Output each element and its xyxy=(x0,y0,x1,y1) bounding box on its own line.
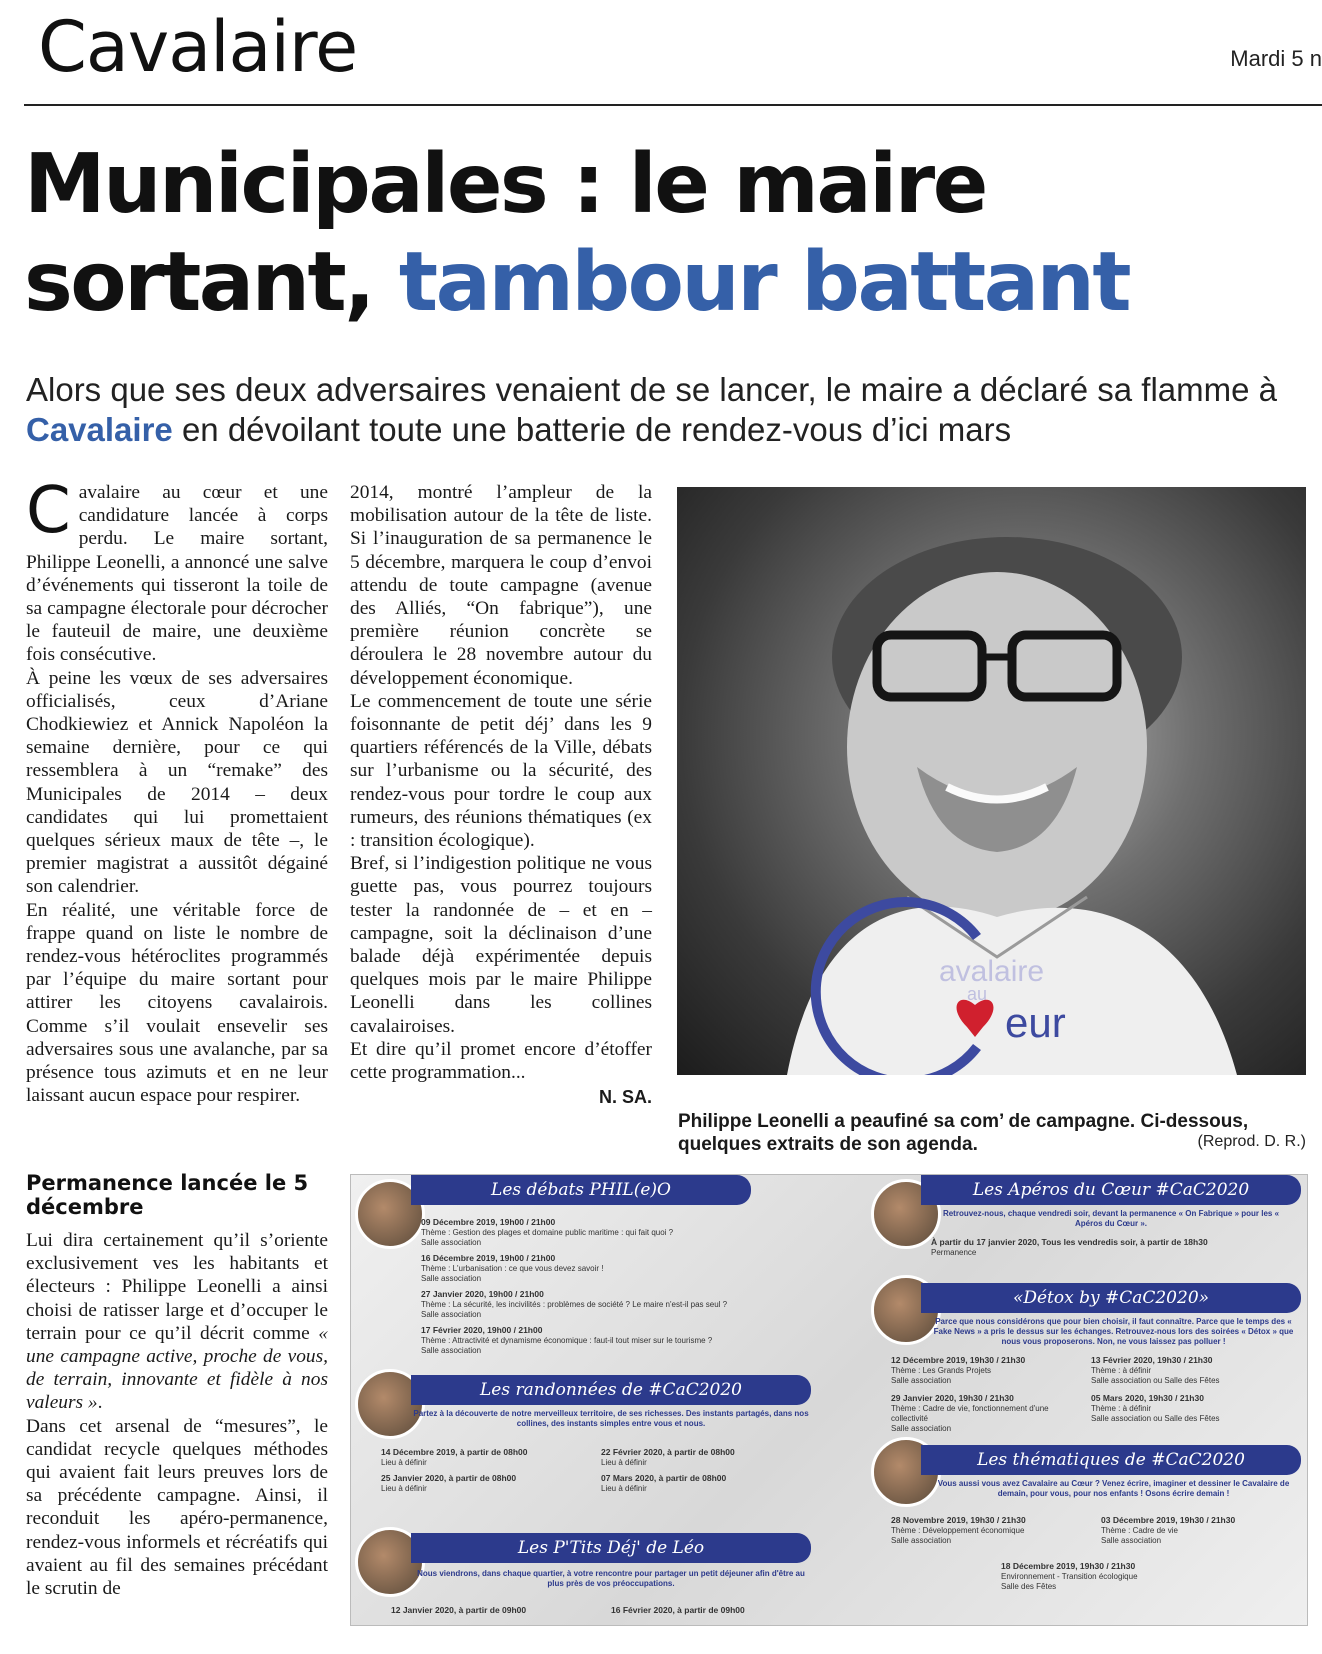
agenda-event: 05 Mars 2020, 19h30 / 21h30 Thème : à définir Salle association ou Salle des Fêtes xyxy=(1091,1393,1220,1423)
aperos-intro: Retrouvez-nous, chaque vendredi soir, devant la permanence « On Fabrique » pour les « Apéros du Cœur ». xyxy=(942,1209,1280,1228)
debats-banner: Les débats PHIL(e)O xyxy=(411,1175,751,1205)
agenda-event: 07 Mars 2020, à partir de 08h00 Lieu à définir xyxy=(601,1473,727,1493)
headline xyxy=(24,136,1314,332)
headline-line-2 xyxy=(24,234,1314,332)
standfirst-town: Cavalaire xyxy=(26,411,173,448)
agenda-event: 29 Janvier 2020, 19h30 / 21h30 Thème : Cadre de vie, fonctionnement d'une collectivité Salle association xyxy=(891,1393,1049,1433)
ptits-dej-banner: Les P'Tits Déj' de Léo xyxy=(411,1533,811,1563)
paragraph: avalaire au cœur et une candidature lancée à corps perdu. Le maire sortant, Philippe Leonelli, a annoncé une salve d’événements qui tisseront la toile de sa campagne électorale pour décrocher le fauteuil de maire, une deuxième fois consécutive. xyxy=(26,482,328,666)
article-column-2 xyxy=(350,481,652,1109)
agenda-event: 14 Décembre 2019, à partir de 08h00 Lieu à définir xyxy=(381,1447,528,1467)
paragraph xyxy=(26,1229,328,1415)
drop-cap: C xyxy=(26,474,71,548)
logo-word-2: au xyxy=(967,984,988,1004)
paragraph: À peine les vœux de ses adversaires officialisés, ceux d’Ariane Chodkiewiez et Annick Napoléon la semaine dernière, pour ce qui ressemblera à un “remake” des Municipales de 2014 – deux candidates qui lui promettaient quelques sérieux maux de tête –, le premier magistrat a aussitôt dégainé son calendrier. xyxy=(26,667,328,898)
paragraph: Dans cet arsenal de “mesures”, le candidat recycle quelques méthodes qui avaient fait leurs preuves lors de sa précédente campagne. Ainsi, il reconduit les apéro-permanence, rendez-vous informels et récréatifs qui avaient au fil des semaines précédant le scrutin de xyxy=(26,1415,328,1600)
standfirst-part-2: en dévoilant toute une batterie de rendez-vous d’ici mars xyxy=(181,411,1012,448)
paragraph: Le commencement de toute une série foisonnante de petit déj’ dans les 9 quartiers référencés de la Ville, débats sur l’urbanisme ou la sécurité, des rendez-vous pour tordre le coup aux rumeurs, des réunions thématiques (ex : transition écologique). xyxy=(350,690,652,852)
quote: « une campagne active, proche de vous, de terrain, innovante et fidèle à nos valeurs » xyxy=(26,1322,328,1414)
headline-line-1: Municipales : le maire xyxy=(24,137,986,232)
paragraph: En réalité, une véritable force de frappe quand on liste le nombre de rendez-vous hétéroclites programmés par l’équipe du maire sortant pour attirer les citoyens cavalairois. Comme s’il voulait ensevelir ses adversaires sous une avalanche, par sa présence tous azimuts et en ne leur laissant aucun espace pour respirer. xyxy=(26,899,328,1107)
article-column-1 xyxy=(26,474,328,1107)
standfirst xyxy=(26,370,1316,450)
randonnees-banner: Les randonnées de #CaC2020 xyxy=(411,1375,811,1405)
agenda-event: 03 Décembre 2019, 19h30 / 21h30 Thème : Cadre de vie Salle association xyxy=(1101,1515,1236,1545)
aperos-banner: Les Apéros du Cœur #CaC2020 xyxy=(921,1175,1301,1205)
photo-caption: Philippe Leonelli a peaufiné sa com’ de campagne. Ci-dessous, quelques extraits de son agenda. xyxy=(678,1111,1249,1155)
standfirst-part-1: Alors que ses deux adversaires venaient de se lancer, le maire a déclaré sa flamme à xyxy=(26,371,1277,408)
agenda-event: 25 Janvier 2020, à partir de 08h00 Lieu à définir xyxy=(381,1473,517,1493)
section-title: Cavalaire xyxy=(38,6,358,88)
agenda-event: 12 Décembre 2019, 19h30 / 21h30 Thème : Les Grands Projets Salle association xyxy=(891,1355,1026,1385)
agenda-event: 09 Décembre 2019, 19h00 / 21h00 Thème : Gestion des plages et domaine public maritime : qui fait quoi ? Salle association xyxy=(421,1217,674,1247)
photo-credit: (Reprod. D. R.) xyxy=(1197,1133,1306,1150)
paragraph: Et dire qu’il promet encore d’étoffer cette programmation... xyxy=(350,1038,652,1084)
logo-word-3: eur xyxy=(1005,999,1066,1046)
agenda-event: 16 Février 2020, à partir de 09h00 xyxy=(611,1605,745,1615)
thematiques-intro: Vous aussi vous avez Cavalaire au Cœur ? Venez écrire, imaginer et dessiner le Cavalaire de demain, pour vous, pour nos enfants ! Osons écrire demain ! xyxy=(937,1479,1290,1498)
randonnees-intro: Partez à la découverte de notre merveilleux territoire, de ses richesses. Des instants partagés, dans nos collines, des instants simples entre vous et nous. xyxy=(413,1409,809,1428)
detox-banner: «Détox by #CaC2020» xyxy=(921,1283,1301,1313)
paragraph-start: Lui dira certainement qu’il s’oriente exclusivement ves les habitants et électeurs : Philippe Leonelli a ainsi choisi de ratisser large et d’occuper le terrain pour ce qu’il décrit comme xyxy=(26,1230,328,1344)
paragraph-end: . xyxy=(97,1392,103,1414)
agenda-event: 22 Février 2020, à partir de 08h00 Lieu à définir xyxy=(601,1447,735,1467)
author-signature: N. SA. xyxy=(598,1087,652,1108)
subheading: Permanence lancée le 5 décembre xyxy=(26,1171,309,1219)
agenda-event: À partir du 17 janvier 2020, Tous les vendredis soir, à partir de 18h30 Permanence xyxy=(931,1237,1208,1257)
ptits-dej-intro: Nous viendrons, dans chaque quartier, à votre rencontre pour partager un petit déjeuner afin d'être au plus près de vos préoccupations. xyxy=(417,1569,805,1588)
agenda-event: 16 Décembre 2019, 19h00 / 21h00 Thème : L'urbanisation : ce que vous devez savoir ! Salle association xyxy=(421,1253,604,1283)
agenda-event: 17 Février 2020, 19h00 / 21h00 Thème : Attractivité et dynamisme économique : faut-il tout miser sur le tourisme ? Salle association xyxy=(421,1325,713,1355)
article-column-3 xyxy=(26,1229,328,1600)
agenda-event: 18 Décembre 2019, 19h30 / 21h30 Environnement - Transition écologique Salle des Fêtes xyxy=(1001,1561,1138,1591)
detox-intro: Parce que nous considérons que pour bien choisir, il faut connaître. Parce que le temps des « Fake News » a pris le dessus sur les échanges. Retrouvez-nous lors des soirées « Détox » que nous vous proposerons. Non, ne vous laissez pas polluer ! xyxy=(933,1317,1294,1346)
issue-date: Mardi 5 n xyxy=(1230,46,1322,71)
candidate-photo xyxy=(677,487,1306,1075)
thematiques-banner: Les thématiques de #CaC2020 xyxy=(921,1445,1301,1475)
portrait-illustration xyxy=(677,487,1306,1075)
agenda-graphic xyxy=(350,1174,1308,1626)
logo-word-1: avalaire xyxy=(939,955,1045,988)
agenda-event: 13 Février 2020, 19h30 / 21h30 Thème : à définir Salle association ou Salle des Fêtes xyxy=(1091,1355,1220,1385)
header-rule xyxy=(24,104,1322,106)
headline-blue-part: tambour battant xyxy=(398,235,1130,330)
agenda-event: 12 Janvier 2020, à partir de 09h00 xyxy=(391,1605,527,1615)
agenda-event: 28 Novembre 2019, 19h30 / 21h30 Thème : Développement économique Salle association xyxy=(891,1515,1026,1545)
paragraph: Bref, si l’indigestion politique ne vous guette pas, vous pourrez toujours tester la randonnée de – et en – campagne, soit la déclinaison d’une balade déjà expérimentée depuis quelques mois par le maire Philippe Leonelli dans les collines cavalairoises. xyxy=(350,853,652,1037)
headline-black-part: sortant, xyxy=(24,235,373,330)
paragraph: 2014, montré l’ampleur de la mobilisation autour de la tête de liste. Si l’inauguration de sa permanence le 5 décembre, marquera le coup d’envoi attendu de toute campagne (avenue des Alliés, “On fabrique”), une première réunion concrète se déroulera le 28 novembre autour du développement économique. xyxy=(350,482,652,689)
agenda-event: 27 Janvier 2020, 19h00 / 21h00 Thème : La sécurité, les incivilités : problèmes de société ? Le maire n'est-il pas seul ? Salle association xyxy=(421,1289,728,1319)
